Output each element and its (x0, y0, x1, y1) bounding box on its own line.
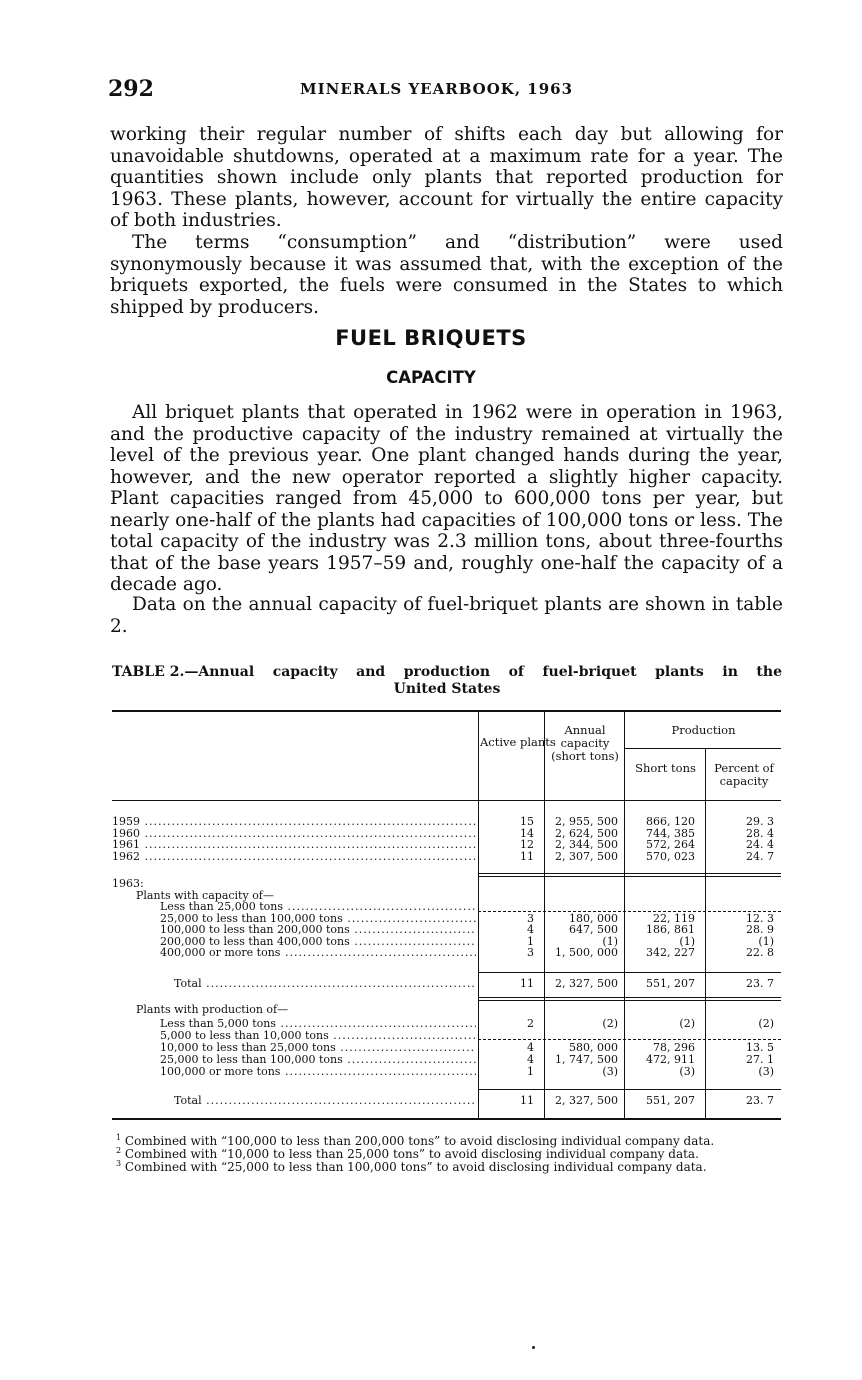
production-row-capacity: (3) (602, 1065, 618, 1078)
header-short-tons: Short tons (635, 761, 696, 775)
capacity-row-label: 200,000 to less than 400,000 tons ..... (160, 936, 476, 948)
section-rule (478, 997, 781, 998)
caption-word: of (508, 664, 524, 680)
capacity-row-active: 4 (527, 923, 534, 936)
column-rule (705, 748, 706, 1118)
production-row-active: 4 (527, 1053, 534, 1066)
year-row-pct: 28. 4 (746, 826, 774, 840)
paragraph-text: The terms “consumption” and “distribution” were used synonymously because it was assumed that, with the exception of the briquets exported, the fuels were consumed in the States to which shipped by producers. (110, 232, 783, 318)
capacity-total-row-capacity: 2, 327, 500 (555, 977, 618, 990)
caption-word: the (756, 664, 782, 680)
paragraph-text: All briquet plants that operated in 1962 were in operation in 1963, and the productive capacity of the industry remained at virtually the level of the previous year. One plant changed hands during the year, however, and the new operator reported a slightly higher capacity. Plant capacities ranged from 45,000 to 600,000 tons per year, but nearly one-half of the plants had capacities of 100,000 tons or less. The total capacity of the industry was 2.3 million tons, about three-fourths that of the base years 1957–59 and, roughly one-half the capacity of a decade ago. (110, 402, 783, 595)
year-row-capacity: 2, 955, 500 (555, 815, 618, 828)
capacity-row-active: 3 (527, 911, 534, 925)
year-row-pct: 29. 3 (746, 815, 774, 828)
column-rule (544, 712, 545, 1118)
production-spanner-rule (624, 748, 781, 749)
capacity-row-label: 400,000 or more tons ..... (160, 947, 476, 959)
caption-word: in (722, 664, 738, 680)
table-caption-line-2: United States (393, 681, 501, 697)
production-row-label: Less than 5,000 tons ..... (160, 1018, 476, 1030)
production-total-row-active: 11 (520, 1094, 534, 1107)
production-row-tons: 78, 296 (653, 1041, 695, 1054)
footnote-text: Combined with “25,000 to less than 100,000 tons” to avoid disclosing individual company data. (124, 1160, 707, 1174)
capacity-total-row-tons: 551, 207 (646, 977, 695, 990)
production-row-active: 1 (527, 1065, 534, 1078)
running-title: MINERALS YEARBOOK, 1963 (300, 80, 574, 98)
paragraph-capacity (110, 402, 783, 596)
header-annual-capacity: Annual capacity (short tons) (551, 723, 619, 763)
caption-word: fuel-briquet (542, 664, 637, 680)
table-caption (112, 664, 782, 698)
year-row-active: 15 (520, 815, 534, 828)
capacity-row-capacity: 647, 500 (569, 923, 618, 936)
table-bottom-rule (112, 1118, 781, 1120)
year-row-active: 12 (520, 838, 534, 851)
production-total-row-capacity: 2, 327, 500 (555, 1094, 618, 1107)
table-top-rule (112, 710, 781, 712)
year-row-pct: 24. 7 (746, 849, 774, 863)
group-1963-label: 1963: (112, 878, 144, 890)
section-rule (478, 876, 781, 877)
header-production: Production (671, 723, 736, 737)
year-row-label: 1959 ..... (112, 816, 476, 828)
year-row-capacity: 2, 624, 500 (555, 826, 618, 840)
footnote-mark: 2 (116, 1146, 122, 1155)
production-row-label: 5,000 to less than 10,000 tons ..... (160, 1030, 476, 1042)
subsection-heading: CAPACITY (386, 368, 476, 387)
year-row-label: 1962 ..... (112, 851, 476, 863)
capacity-row-tons: 342, 227 (646, 946, 695, 959)
capacity-row-capacity: (1) (602, 934, 618, 948)
production-row-active: 4 (527, 1041, 534, 1054)
total-rule (478, 1089, 781, 1090)
capacity-total-row-pct: 23. 7 (746, 977, 774, 990)
year-row-tons: 572, 264 (646, 838, 695, 851)
year-row-active: 14 (520, 826, 534, 840)
production-row-capacity: 1, 747, 500 (555, 1053, 618, 1066)
page-number: 292 (108, 76, 154, 102)
year-row-capacity: 2, 344, 500 (555, 838, 618, 851)
production-row-tons: (2) (679, 1017, 695, 1030)
paragraph-table-ref (110, 594, 783, 637)
paragraph-text: working their regular number of shifts each day but allowing for unavoidable shutdowns, operated at a maximum rate for a year. The quantities shown include only plants that reported production for 1963. These plants, however, account for virtually the entire capacity of both industries. (110, 124, 783, 231)
production-total-row-tons: 551, 207 (646, 1094, 695, 1107)
production-row-tons: (3) (679, 1065, 695, 1078)
dashed-rule (478, 1039, 781, 1040)
header-percent-capacity: Percent of capacity (714, 761, 774, 788)
caption-word: TABLE 2.—Annual (112, 664, 255, 680)
stray-mark (532, 1346, 535, 1349)
production-row-pct: 13. 5 (746, 1041, 774, 1054)
year-row-tons: 744, 385 (646, 826, 695, 840)
paragraph-terms (110, 232, 783, 318)
total-rule (478, 972, 781, 973)
paragraph-continued (110, 124, 783, 232)
footnote-mark: 1 (116, 1133, 122, 1142)
capacity-row-capacity: 1, 500, 000 (555, 946, 618, 959)
production-row-label: 25,000 to less than 100,000 tons ..... (160, 1054, 476, 1066)
footnote-text: Combined with “10,000 to less than 25,000 tons” to avoid disclosing individual company data. (124, 1147, 699, 1161)
section-rule (478, 873, 781, 874)
table-caption-line-1 (112, 664, 782, 681)
capacity-row-label: Less than 25,000 tons ..... (160, 901, 476, 913)
caption-word: capacity (272, 664, 338, 680)
year-row-active: 11 (520, 849, 534, 863)
capacity-row-pct: 22. 8 (746, 946, 774, 959)
capacity-row-tons: 22, 119 (653, 911, 695, 925)
production-row-pct: (2) (758, 1017, 774, 1030)
section-rule (478, 1000, 781, 1001)
year-row-capacity: 2, 307, 500 (555, 849, 618, 863)
production-row-capacity: 580, 000 (569, 1041, 618, 1054)
capacity-row-active: 3 (527, 946, 534, 959)
capacity-row-tons: 186, 861 (646, 923, 695, 936)
paragraph-text: Data on the annual capacity of fuel-briquet plants are shown in table 2. (110, 594, 783, 637)
production-row-capacity: (2) (602, 1017, 618, 1030)
capacity-total-row-active: 11 (520, 977, 534, 990)
production-row-pct: 27. 1 (746, 1053, 774, 1066)
production-row-tons: 472, 911 (646, 1053, 695, 1066)
capacity-row-active: 1 (527, 934, 534, 948)
production-row-pct: (3) (758, 1065, 774, 1078)
capacity-table (112, 708, 781, 1118)
caption-word: plants (655, 664, 704, 680)
production-row-active: 2 (527, 1017, 534, 1030)
production-row-label: 10,000 to less than 25,000 tons ..... (160, 1042, 476, 1054)
year-row-tons: 570, 023 (646, 849, 695, 863)
header-active-plants: Active plants (480, 735, 556, 749)
capacity-group-label: Plants with capacity of— (136, 890, 274, 902)
footnote-3 (116, 1157, 796, 1175)
caption-word: production (403, 664, 491, 680)
capacity-row-capacity: 180, 000 (569, 911, 618, 925)
production-group-label: Plants with production of— (136, 1004, 289, 1016)
production-total-row-pct: 23. 7 (746, 1094, 774, 1107)
year-row-tons: 866, 120 (646, 815, 695, 828)
capacity-row-pct: (1) (758, 934, 774, 948)
capacity-row-tons: (1) (679, 934, 695, 948)
footnote-text: Combined with “100,000 to less than 200,000 tons” to avoid disclosing individual company data. (124, 1134, 715, 1148)
capacity-row-label: 25,000 to less than 100,000 tons ..... (160, 913, 476, 925)
section-heading: FUEL BRIQUETS (335, 326, 527, 350)
capacity-total-row-label: Total ..... (174, 978, 476, 990)
year-row-label: 1961 ..... (112, 839, 476, 851)
capacity-row-label: 100,000 to less than 200,000 tons ..... (160, 924, 476, 936)
footnote-mark: 3 (116, 1159, 122, 1168)
production-row-label: 100,000 or more tons ..... (160, 1066, 476, 1078)
capacity-row-pct: 12. 3 (746, 911, 774, 925)
production-total-row-label: Total ..... (174, 1095, 476, 1107)
year-row-pct: 24. 4 (746, 838, 774, 851)
year-row-label: 1960 ..... (112, 828, 476, 840)
capacity-row-pct: 28. 9 (746, 923, 774, 936)
header-bottom-rule (112, 800, 781, 801)
caption-word: and (356, 664, 386, 680)
